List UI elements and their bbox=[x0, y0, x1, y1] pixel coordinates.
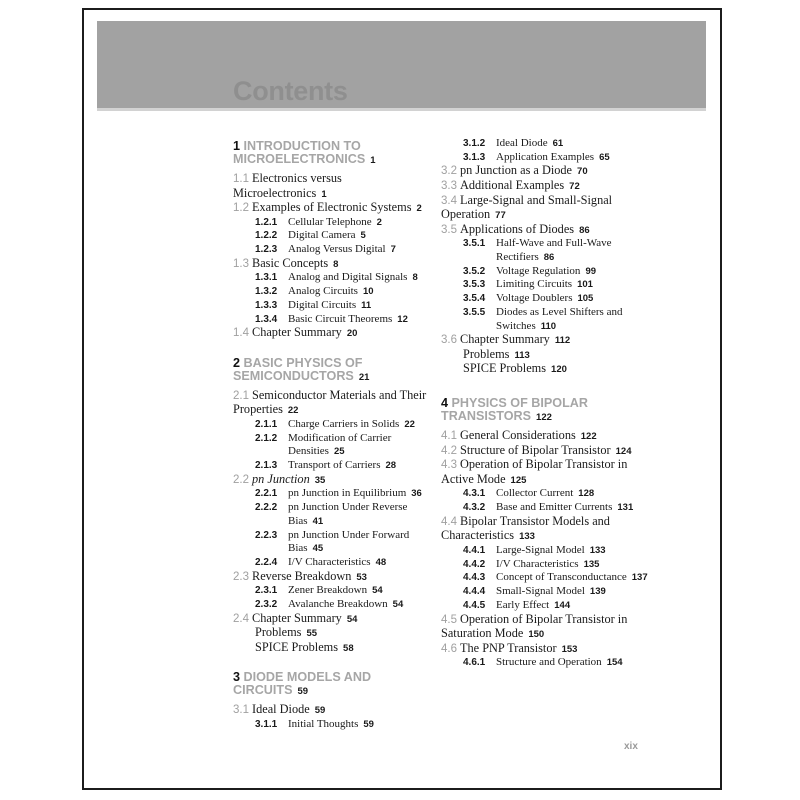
section-number: 4.2 bbox=[441, 444, 457, 457]
page-number: 139 bbox=[589, 586, 606, 598]
subsection-number: 1.2.2 bbox=[255, 230, 278, 242]
page-number: 137 bbox=[631, 572, 648, 584]
chapter-number: 4 bbox=[441, 396, 449, 411]
subsection-number: 1.3.2 bbox=[255, 286, 278, 298]
toc-subsection[interactable] bbox=[233, 598, 438, 612]
entry-title: SPICE Problems bbox=[255, 639, 339, 654]
subsection-title: Early Effect bbox=[496, 598, 550, 611]
toc-subsection[interactable] bbox=[233, 418, 438, 432]
toc-subsection[interactable] bbox=[441, 585, 651, 599]
toc-section[interactable] bbox=[233, 257, 438, 272]
page-number: 59 bbox=[314, 705, 326, 717]
subsection-title: Cellular Telephone bbox=[288, 215, 372, 228]
page-number: 20 bbox=[346, 328, 358, 340]
toc-subsection[interactable] bbox=[233, 243, 438, 257]
toc-subsection[interactable] bbox=[441, 487, 651, 501]
subsection-number: 4.4.1 bbox=[463, 545, 486, 557]
toc-subsection[interactable] bbox=[233, 501, 438, 528]
section-number: 2.3 bbox=[233, 570, 249, 583]
subsection-title: Concept of Transconductance bbox=[496, 571, 627, 584]
header-band bbox=[97, 21, 706, 108]
chapter-number: 2 bbox=[233, 355, 241, 370]
toc-subsection[interactable] bbox=[233, 584, 438, 598]
subsection-title: Digital Camera bbox=[288, 229, 356, 242]
page-number: 36 bbox=[411, 488, 422, 500]
toc-subsection[interactable] bbox=[233, 216, 438, 230]
section-number: 1.1 bbox=[233, 173, 249, 185]
chapter-heading[interactable] bbox=[441, 397, 651, 424]
toc-subsection[interactable] bbox=[441, 265, 651, 279]
toc-entry-problems[interactable] bbox=[441, 348, 651, 363]
page-number: 10 bbox=[362, 286, 374, 298]
page-number: 77 bbox=[495, 210, 506, 222]
subsection-number: 2.2.3 bbox=[255, 529, 278, 541]
chapter-title: BASIC PHYSICS OF SEMICONDUCTORS bbox=[233, 355, 363, 383]
subsection-title: Charge Carriers in Solids bbox=[288, 418, 400, 431]
section-title: Chapter Summary bbox=[252, 610, 342, 625]
subsection-title: I/V Characteristics bbox=[288, 556, 371, 568]
entry-title: Problems bbox=[463, 346, 510, 361]
toc-subsection[interactable] bbox=[233, 229, 438, 243]
section-title: Bipolar Transistor Models and Characteristics bbox=[441, 513, 610, 543]
page-number: 128 bbox=[578, 488, 595, 500]
section-title: Applications of Diodes bbox=[460, 221, 575, 236]
chapter-title: DIODE MODELS AND CIRCUITS bbox=[233, 670, 372, 698]
toc-subsection[interactable] bbox=[441, 558, 651, 572]
toc-section[interactable] bbox=[233, 326, 438, 341]
subsection-number: 3.5.5 bbox=[463, 306, 486, 318]
subsection-title: Voltage Regulation bbox=[496, 264, 581, 277]
toc-section[interactable] bbox=[441, 223, 651, 238]
toc-subsection[interactable] bbox=[233, 271, 438, 285]
subsection-number: 4.4.2 bbox=[463, 558, 486, 570]
page-number: 110 bbox=[540, 320, 557, 332]
toc-subsection[interactable] bbox=[441, 501, 651, 515]
subsection-number: 4.4.4 bbox=[463, 586, 486, 598]
page-number: 133 bbox=[519, 531, 535, 543]
subsection-number: 2.2.4 bbox=[255, 557, 278, 568]
page-number: 113 bbox=[514, 349, 530, 361]
chapter-number: 1 bbox=[233, 139, 241, 153]
subsection-title: Limiting Circuits bbox=[496, 278, 573, 291]
chapter-heading[interactable] bbox=[233, 357, 438, 384]
subsection-number: 2.1.1 bbox=[255, 419, 278, 431]
toc-subsection[interactable] bbox=[441, 571, 651, 585]
subsection-number: 2.2.2 bbox=[255, 502, 278, 514]
page-number: 86 bbox=[543, 252, 555, 264]
section-number: 4.4 bbox=[441, 515, 457, 528]
page-number: 22 bbox=[404, 419, 415, 431]
section-number: 2.1 bbox=[233, 389, 249, 402]
page-number: 55 bbox=[306, 628, 318, 640]
section-title: Examples of Electronic Systems bbox=[252, 200, 412, 215]
subsection-number: 3.1.3 bbox=[463, 151, 486, 163]
page-number: 1 bbox=[370, 155, 376, 166]
page-number: 133 bbox=[589, 545, 606, 557]
subsection-number: 4.4.5 bbox=[463, 599, 486, 611]
page-number: 53 bbox=[356, 571, 367, 583]
toc-entry-spice-problems[interactable] bbox=[441, 362, 651, 377]
section-title: Large-Signal and Small-Signal Operation bbox=[441, 192, 613, 222]
subsection-title: Basic Circuit Theorems bbox=[288, 312, 393, 325]
section-number: 3.4 bbox=[441, 194, 457, 207]
toc-section[interactable] bbox=[233, 172, 438, 201]
subsection-title: Collector Current bbox=[496, 487, 574, 500]
toc-subsection[interactable] bbox=[233, 432, 438, 459]
toc-subsection[interactable] bbox=[441, 292, 651, 306]
section-number: 4.1 bbox=[441, 430, 457, 443]
toc-subsection[interactable] bbox=[233, 299, 438, 313]
toc-section[interactable] bbox=[233, 473, 438, 488]
section-title: Chapter Summary bbox=[252, 325, 342, 340]
subsection-title: Transport of Carriers bbox=[288, 459, 381, 472]
page-number: 144 bbox=[554, 599, 571, 611]
toc-section[interactable] bbox=[441, 613, 651, 642]
page-number: 105 bbox=[577, 293, 594, 305]
page-number: 1 bbox=[321, 188, 327, 200]
toc-subsection[interactable] bbox=[233, 313, 438, 327]
page-number: 135 bbox=[583, 558, 600, 570]
subsection-title: Avalanche Breakdown bbox=[288, 598, 388, 610]
section-title: Electronics versus Microelectronics bbox=[233, 171, 342, 200]
toc-section[interactable] bbox=[441, 444, 651, 459]
subsection-number: 2.2.1 bbox=[255, 488, 278, 500]
subsection-number: 2.3.1 bbox=[255, 585, 278, 597]
subsection-title: Modification of Carrier Densities bbox=[288, 431, 392, 458]
page-number: 125 bbox=[510, 474, 527, 486]
page-number: 8 bbox=[412, 272, 418, 284]
toc-subsection[interactable] bbox=[441, 151, 651, 165]
toc-subsection[interactable] bbox=[233, 529, 438, 556]
subsection-number: 1.3.1 bbox=[255, 272, 278, 284]
subsection-number: 3.1.1 bbox=[255, 719, 278, 731]
section-number: 1.3 bbox=[233, 257, 249, 270]
header-band-rule bbox=[97, 108, 706, 111]
chapter-heading[interactable] bbox=[233, 140, 438, 167]
page-number: 35 bbox=[314, 474, 326, 486]
toc-section[interactable] bbox=[441, 642, 651, 657]
page-number: 48 bbox=[375, 557, 387, 568]
subsection-title: Initial Thoughts bbox=[288, 718, 359, 731]
toc-subsection[interactable] bbox=[233, 556, 438, 570]
subsection-title: Zener Breakdown bbox=[288, 584, 368, 597]
chapter-heading[interactable] bbox=[233, 671, 438, 698]
toc-section[interactable] bbox=[233, 703, 438, 718]
page-number: 112 bbox=[554, 335, 571, 347]
section-number: 4.6 bbox=[441, 642, 457, 655]
page-number: 59 bbox=[297, 686, 309, 698]
subsection-number: 3.1.2 bbox=[463, 138, 486, 149]
section-title: Additional Examples bbox=[460, 178, 565, 192]
section-number: 2.2 bbox=[233, 473, 249, 486]
subsection-title: Voltage Doublers bbox=[496, 292, 573, 305]
subsection-title: I/V Characteristics bbox=[496, 557, 579, 570]
section-number: 3.1 bbox=[233, 704, 249, 717]
section-number: 3.5 bbox=[441, 223, 457, 236]
section-title: Operation of Bipolar Transistor in Saturation Mode bbox=[441, 611, 628, 641]
toc-section[interactable] bbox=[233, 201, 438, 216]
subsection-number: 3.5.2 bbox=[463, 265, 486, 277]
toc-section[interactable] bbox=[233, 570, 438, 585]
page-number: 122 bbox=[536, 412, 552, 424]
toc-section[interactable] bbox=[233, 612, 438, 627]
subsection-number: 4.4.3 bbox=[463, 572, 486, 584]
subsection-number: 2.1.2 bbox=[255, 432, 278, 444]
subsection-number: 2.1.3 bbox=[255, 460, 278, 472]
chapter-title: PHYSICS OF BIPOLAR TRANSISTORS bbox=[441, 396, 588, 424]
section-number: 4.3 bbox=[441, 459, 457, 472]
subsection-title: Analog Circuits bbox=[288, 285, 358, 298]
toc-subsection[interactable] bbox=[441, 656, 651, 670]
toc-subsection[interactable] bbox=[233, 459, 438, 473]
subsection-number: 1.2.1 bbox=[255, 216, 278, 228]
toc-entry-spice-problems[interactable] bbox=[233, 641, 438, 656]
section-title: Structure of Bipolar Transistor bbox=[460, 442, 611, 457]
page-number: 61 bbox=[552, 138, 564, 149]
subsection-title: Half-Wave and Full-Wave Rectifiers bbox=[496, 237, 612, 264]
page-number: 45 bbox=[312, 543, 324, 555]
section-number: 3.2 bbox=[441, 165, 457, 178]
page-folio: xix bbox=[624, 741, 638, 752]
subsection-number: 4.3.1 bbox=[463, 488, 486, 500]
subsection-number: 2.3.2 bbox=[255, 599, 278, 610]
chapter-title: INTRODUCTION TO MICROELECTRONICS bbox=[233, 139, 366, 166]
page-number: 22 bbox=[287, 405, 299, 417]
toc-section[interactable] bbox=[441, 164, 651, 179]
toc-subsection[interactable] bbox=[441, 137, 651, 151]
entry-title: SPICE Problems bbox=[463, 361, 547, 376]
page-number: 21 bbox=[358, 371, 370, 383]
toc-subsection[interactable] bbox=[233, 285, 438, 299]
toc-section[interactable] bbox=[441, 194, 651, 223]
section-title: pn Junction bbox=[252, 471, 310, 486]
page-number: 41 bbox=[312, 515, 324, 527]
page-number: 153 bbox=[561, 643, 578, 655]
section-title: Semiconductor Materials and Their Properties bbox=[233, 387, 427, 417]
page-number: 154 bbox=[606, 657, 623, 669]
toc-subsection[interactable] bbox=[441, 306, 651, 333]
subsection-title: Digital Circuits bbox=[288, 298, 357, 311]
chapter-number: 3 bbox=[233, 670, 241, 685]
section-title: Operation of Bipolar Transistor in Active Mode bbox=[441, 457, 628, 486]
toc-subsection[interactable] bbox=[441, 544, 651, 558]
page-number: 12 bbox=[397, 313, 408, 325]
page-number: 86 bbox=[579, 224, 590, 236]
subsection-title: pn Junction in Equilibrium bbox=[288, 487, 407, 500]
section-number: 1.2 bbox=[233, 202, 249, 215]
page-number: 5 bbox=[360, 230, 366, 242]
toc-entry-problems[interactable] bbox=[233, 626, 438, 641]
section-number: 1.4 bbox=[233, 327, 249, 340]
subsection-number: 1.3.4 bbox=[255, 313, 278, 325]
toc-subsection[interactable] bbox=[441, 278, 651, 292]
page-number: 124 bbox=[615, 445, 632, 457]
toc-section[interactable] bbox=[441, 333, 651, 348]
subsection-title: Structure and Operation bbox=[496, 656, 602, 669]
subsection-number: 4.3.2 bbox=[463, 502, 486, 514]
section-title: pn Junction as a Diode bbox=[460, 163, 573, 178]
page-number: 150 bbox=[528, 629, 545, 641]
section-title: Basic Concepts bbox=[252, 255, 329, 270]
section-title: The PNP Transistor bbox=[460, 640, 557, 655]
page-number: 2 bbox=[416, 203, 422, 215]
subsection-title: Ideal Diode bbox=[496, 137, 548, 149]
subsection-title: Large-Signal Model bbox=[496, 544, 585, 557]
subsection-number: 3.5.4 bbox=[463, 293, 486, 305]
subsection-number: 3.5.3 bbox=[463, 279, 486, 291]
toc-subsection[interactable] bbox=[233, 487, 438, 501]
toc-subsection[interactable] bbox=[233, 718, 438, 732]
subsection-number: 1.3.3 bbox=[255, 299, 278, 311]
subsection-title: Application Examples bbox=[496, 150, 595, 163]
subsection-title: Small-Signal Model bbox=[496, 585, 585, 598]
toc-section[interactable] bbox=[441, 458, 651, 487]
page-number: 122 bbox=[580, 431, 597, 443]
section-number: 4.5 bbox=[441, 613, 457, 626]
subsection-title: pn Junction Under Reverse Bias bbox=[288, 501, 408, 527]
subsection-title: Base and Emitter Currents bbox=[496, 501, 613, 514]
subsection-number: 4.6.1 bbox=[463, 657, 486, 669]
page-number: 59 bbox=[363, 719, 374, 731]
subsection-number: 1.2.3 bbox=[255, 244, 278, 256]
page-number: 28 bbox=[385, 460, 397, 472]
page-number: 120 bbox=[551, 364, 567, 376]
toc-section[interactable] bbox=[441, 429, 651, 444]
section-number: 3.3 bbox=[441, 180, 457, 192]
toc-section[interactable] bbox=[441, 179, 651, 194]
subsection-title: pn Junction Under Forward Bias bbox=[288, 528, 410, 555]
toc-section[interactable] bbox=[441, 515, 651, 544]
section-title: Ideal Diode bbox=[252, 702, 310, 717]
subsection-title: Analog and Digital Signals bbox=[288, 271, 408, 284]
section-number: 2.4 bbox=[233, 612, 249, 625]
page-number: 58 bbox=[343, 642, 354, 654]
page-number: 131 bbox=[617, 502, 634, 514]
page-number: 101 bbox=[577, 279, 593, 291]
toc-column-right bbox=[441, 137, 651, 670]
page-title: Contents bbox=[233, 76, 348, 106]
page-number: 54 bbox=[392, 599, 404, 610]
toc-subsection[interactable] bbox=[441, 599, 651, 613]
section-number: 3.6 bbox=[441, 334, 457, 347]
page-number: 8 bbox=[333, 258, 339, 270]
subsection-number: 3.5.1 bbox=[463, 238, 486, 250]
page-number: 25 bbox=[333, 446, 345, 458]
page-number: 99 bbox=[585, 265, 597, 277]
entry-title: Problems bbox=[255, 625, 302, 640]
page-number: 11 bbox=[361, 299, 372, 311]
page-number: 70 bbox=[577, 166, 588, 178]
section-title: Reverse Breakdown bbox=[252, 568, 352, 583]
toc-section[interactable] bbox=[233, 389, 438, 418]
page-number: 54 bbox=[372, 585, 383, 597]
page-number: 72 bbox=[569, 181, 580, 192]
page-number: 2 bbox=[376, 216, 382, 228]
section-title: Chapter Summary bbox=[460, 332, 550, 347]
page-number: 54 bbox=[346, 613, 358, 625]
section-title: General Considerations bbox=[460, 428, 576, 443]
subsection-title: Analog Versus Digital bbox=[288, 243, 386, 256]
toc-column-left bbox=[233, 140, 438, 732]
page-number: 65 bbox=[599, 151, 610, 163]
page-number: 7 bbox=[390, 244, 396, 256]
toc-subsection[interactable] bbox=[441, 237, 651, 264]
subsection-title: Diodes as Level Shifters and Switches bbox=[496, 305, 623, 332]
